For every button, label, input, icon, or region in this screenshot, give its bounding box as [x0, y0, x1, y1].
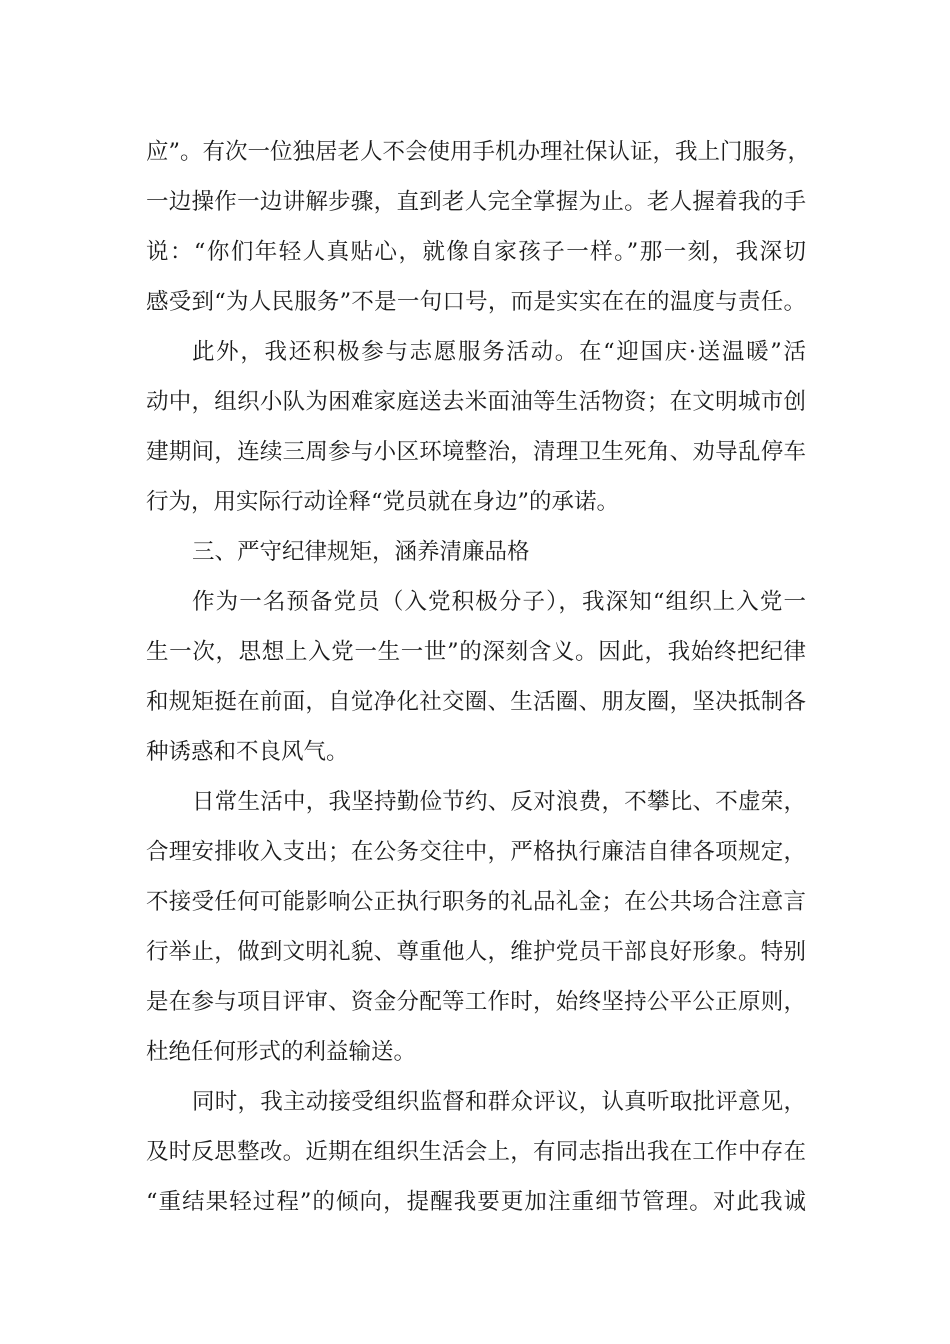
text-line: 说：“你们年轻人真贴心，就像自家孩子一样。”那一刻，我深切 [146, 239, 806, 265]
text-line: 感受到“为人民服务”不是一句口号，而是实实在在的温度与责任。 [146, 289, 806, 315]
text-line: 应”。有次一位独居老人不会使用手机办理社保认证，我上门服务， [146, 139, 811, 165]
text-line: “重结果轻过程”的倾向，提醒我要更加注重细节管理。对此我诚 [146, 1189, 806, 1215]
text-line: 行为，用实际行动诠释“党员就在身边”的承诺。 [146, 489, 620, 515]
text-line: 此外，我还积极参与志愿服务活动。在“迎国庆·送温暖”活 [192, 339, 806, 365]
text-line: 合理安排收入支出；在公务交往中，严格执行廉洁自律各项规定， [146, 839, 806, 865]
section-heading: 三、严守纪律规矩，涵养清廉品格 [192, 539, 530, 565]
text-line: 同时，我主动接受组织监督和群众评议，认真听取批评意见， [192, 1089, 806, 1115]
text-line: 是在参与项目评审、资金分配等工作时，始终坚持公平公正原则， [146, 989, 806, 1015]
text-line: 杜绝任何形式的利益输送。 [146, 1039, 417, 1065]
text-line: 日常生活中，我坚持勤俭节约、反对浪费，不攀比、不虚荣， [192, 789, 806, 815]
text-line: 不接受任何可能影响公正执行职务的礼品礼金；在公共场合注意言 [146, 889, 806, 915]
text-line: 生一次，思想上入党一生一世”的深刻含义。因此，我始终把纪律 [146, 639, 806, 665]
text-line: 建期间，连续三周参与小区环境整治，清理卫生死角、劝导乱停车 [146, 439, 806, 465]
text-line: 行举止，做到文明礼貌、尊重他人，维护党员干部良好形象。特别 [146, 939, 806, 965]
text-line: 一边操作一边讲解步骤，直到老人完全掌握为止。老人握着我的手 [146, 189, 806, 215]
text-line: 作为一名预备党员（入党积极分子），我深知“组织上入党一 [192, 589, 806, 615]
text-line: 种诱惑和不良风气。 [146, 739, 349, 765]
text-line: 动中，组织小队为困难家庭送去米面油等生活物资；在文明城市创 [146, 389, 806, 415]
text-line: 及时反思整改。近期在组织生活会上，有同志指出我在工作中存在 [146, 1139, 806, 1165]
text-line: 和规矩挺在前面，自觉净化社交圈、生活圈、朋友圈，坚决抵制各 [146, 689, 806, 715]
